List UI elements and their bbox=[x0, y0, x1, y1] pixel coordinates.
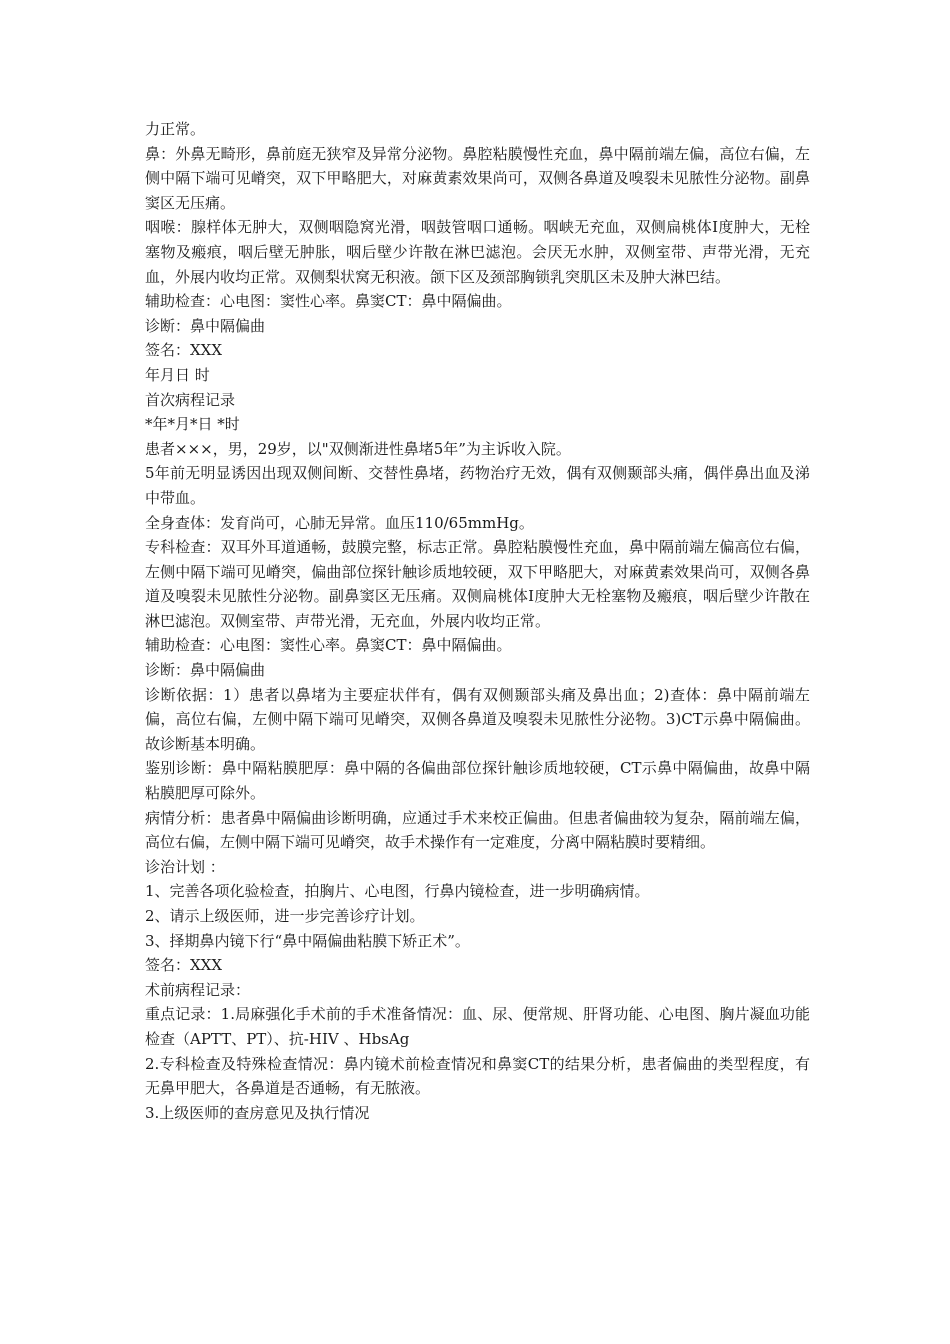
paragraph-plan-item-1: 1、完善各项化验检查，拍胸片、心电图，行鼻内镜检查，进一步明确病情。 bbox=[145, 882, 650, 901]
paragraph-record-date: *年*月*日 *时 bbox=[145, 415, 240, 434]
paragraph-throat-exam: 咽喉：腺样体无肿大，双侧咽隐窝光滑，咽鼓管咽口通畅。咽峡无充血，双侧扁桃体Ⅰ度肿大，无栓塞物及瘢痕，咽后壁无肿胀，咽后壁少许散在淋巴滤泡。会厌无水肿，双侧室带、声带光滑，无充血，外展内收均正常。双侧梨状窝无积液。颌下区及颈部胸锁乳突肌区未及肿大淋巴结。 bbox=[145, 218, 810, 286]
paragraph-diagnosis-2: 诊断：鼻中隔偏曲 bbox=[145, 661, 266, 680]
paragraph-specialist-exam: 专科检查：双耳外耳道通畅，鼓膜完整，标志正常。鼻腔粘膜慢性充血，鼻中隔前端左偏高位右偏，左侧中隔下端可见嵴突，偏曲部位探针触诊质地较硬，双下甲略肥大，对麻黄素效果尚可，双侧各鼻道及嗅裂未见脓性分泌物。副鼻窦区无压痛。双侧扁桃体Ⅰ度肿大无栓塞物及瘢痕，咽后壁少许散在淋巴滤泡。双侧室带、声带光滑，无充血，外展内收均正常。 bbox=[145, 538, 810, 630]
paragraph-superior-opinion: 3.上级医师的查房意见及执行情况 bbox=[145, 1103, 370, 1122]
paragraph-general-exam: 全身查体：发育尚可，心肺无异常。血压110/65mmHg。 bbox=[145, 513, 534, 532]
paragraph-patient-intro: 患者×××，男，29岁，以"双侧渐进性鼻堵5年”为主诉收入院。 bbox=[145, 439, 571, 458]
paragraph-vision-normal: 力正常。 bbox=[145, 120, 206, 138]
paragraph-signature-2: 签名：XXX bbox=[145, 956, 223, 975]
paragraph-plan-item-2: 2、请示上级医师，进一步完善诊疗计划。 bbox=[145, 907, 425, 925]
document-page bbox=[145, 117, 810, 1125]
paragraph-history: 5年前无明显诱因出现双侧间断、交替性鼻堵，药物治疗无效，偶有双侧颞部头痛，偶伴鼻出血及涕中带血。 bbox=[145, 464, 810, 507]
paragraph-plan-item-3: 3、择期鼻内镜下行“鼻中隔偏曲粘膜下矫正术”。 bbox=[145, 931, 470, 950]
paragraph-differential-diagnosis: 鉴别诊断：鼻中隔粘膜肥厚：鼻中隔的各偏曲部位探针触诊质地较硬，CT示鼻中隔偏曲，故鼻中隔粘膜肥厚可除外。 bbox=[145, 759, 810, 803]
paragraph-auxiliary-exam-2: 辅助检查：心电图：窦性心率。鼻窦CT：鼻中隔偏曲。 bbox=[145, 636, 512, 655]
section-title-first-course-record: 首次病程记录 bbox=[145, 390, 236, 409]
paragraph-diagnosis: 诊断：鼻中隔偏曲 bbox=[145, 316, 266, 335]
paragraph-nose-exam: 鼻：外鼻无畸形，鼻前庭无狭窄及异常分泌物。鼻腔粘膜慢性充血，鼻中隔前端左偏，高位右偏，左侧中隔下端可见嵴突，双下甲略肥大，对麻黄素效果尚可，双侧各鼻道及嗅裂未见脓性分泌物。副鼻窦区无压痛。 bbox=[145, 144, 810, 212]
paragraph-signature: 签名：XXX bbox=[145, 341, 223, 360]
paragraph-treatment-plan-title: 诊治计划 ： bbox=[145, 857, 225, 876]
paragraph-condition-analysis: 病情分析：患者鼻中隔偏曲诊断明确，应通过手术来校正偏曲。但患者偏曲较为复杂，隔前端左偏，高位右偏，左侧中隔下端可见嵴突，故手术操作有一定难度，分离中隔粘膜时要精细。 bbox=[145, 808, 810, 852]
paragraph-specialist-special-exam: 2.专科检查及特殊检查情况：鼻内镜术前检查情况和鼻窦CT的结果分析，患者偏曲的类型程度，有无鼻甲肥大，各鼻道是否通畅，有无脓液。 bbox=[145, 1054, 810, 1098]
paragraph-diagnosis-basis: 诊断依据：1）患者以鼻堵为主要症状伴有，偶有双侧颞部头痛及鼻出血；2)查体：鼻中隔前端左偏，高位右偏，左侧中隔下端可见嵴突，双侧各鼻道及嗅裂未见脓性分泌物。3)CT示鼻中隔偏曲。故诊断基本明确。 bbox=[145, 685, 810, 753]
paragraph-auxiliary-exam: 辅助检查：心电图：窦性心率。鼻窦CT：鼻中隔偏曲。 bbox=[145, 292, 512, 311]
section-title-preop-record: 术前病程记录： bbox=[145, 980, 251, 999]
paragraph-date: 年月日 时 bbox=[145, 365, 210, 384]
paragraph-key-record: 重点记录：1.局麻强化手术前的手术准备情况：血、尿、便常规、肝肾功能、心电图、胸片凝血功能检查（APTT、PT）、抗-HIV 、HbsAg bbox=[145, 1005, 810, 1048]
